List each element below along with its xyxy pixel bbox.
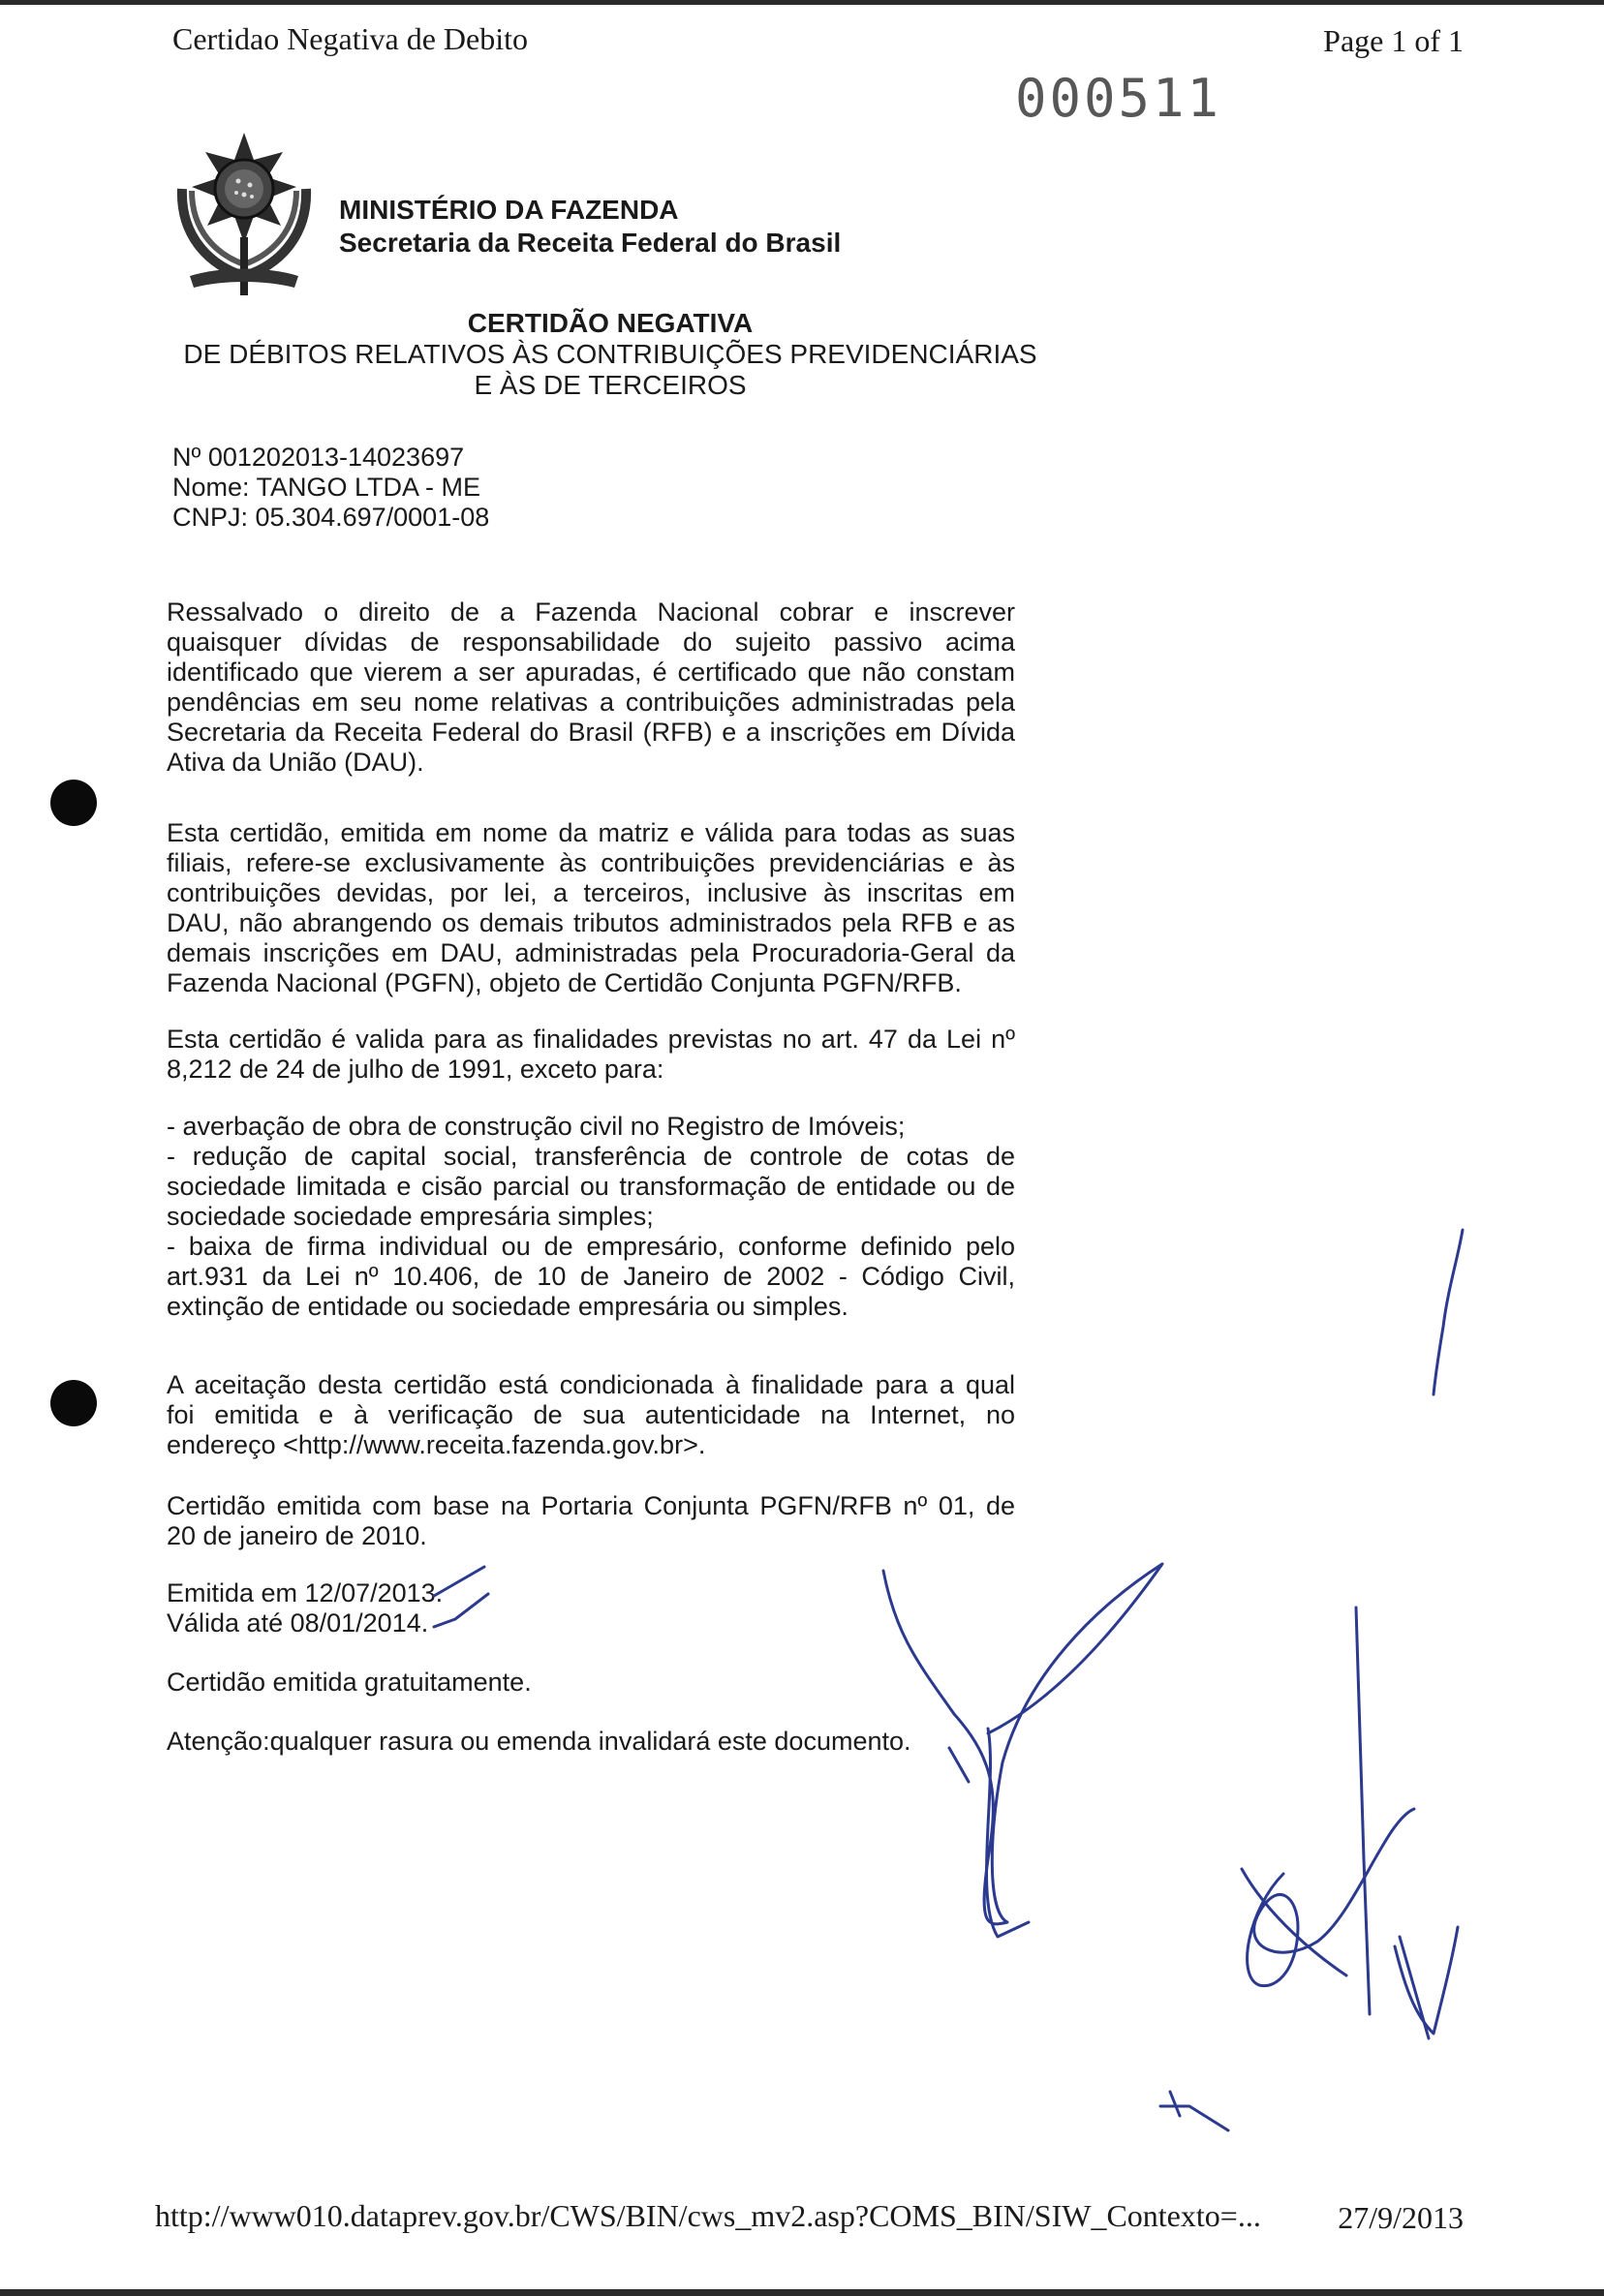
text-line: demais inscrições em DAU, administradas pela Procuradoria-Geral da [167,938,1015,967]
punch-hole [50,1380,97,1426]
text-line: DAU, não abrangendo os demais tributos administrados pela RFB e as [167,908,1015,937]
certificate-title-line-2: DE DÉBITOS RELATIVOS ÀS CONTRIBUIÇÕES PREVIDENCIÁRIAS [183,339,1037,369]
text-line: Ativa da União (DAU). [167,748,424,777]
text-line: filiais, refere-se exclusivamente às contribuições previdenciárias e às [167,848,1015,877]
identification-block [172,443,489,533]
footer-print-date: 27/9/2013 [1338,2200,1464,2235]
text-line: extinção de entidade ou sociedade empresária ou simples. [167,1292,848,1321]
paragraph-validity [167,1025,1015,1085]
text-line: identificado que vierem a ser apuradas, é certificado que não constam [167,658,1015,687]
paragraph-exceptions [167,1112,1015,1322]
scan-bottom-edge [0,2289,1604,2296]
paragraph-acceptance [167,1370,1015,1460]
text-line: - averbação de obra de construção civil no Registro de Imóveis; [167,1112,906,1141]
issued-date: Emitida em 12/07/2013. [167,1578,444,1607]
text-line: Secretaria da Receita Federal do Brasil (RFB) e a inscrições em Dívida [167,718,1015,747]
brazil-coat-of-arms-icon [172,131,316,300]
text-line: endereço <http://www.receita.fazenda.gov.br>. [167,1430,706,1459]
taxpayer-name: Nome: TANGO LTDA - ME [172,473,481,502]
taxpayer-cnpj: CNPJ: 05.304.697/0001-08 [172,503,490,532]
footer-source-url: http://www010.dataprev.gov.br/CWS/BIN/cws_mv2.asp?COMS_BIN/SIW_Contexto=... [155,2198,1261,2233]
stamp-number: 000511 [1015,68,1222,129]
free-issue-note [167,1668,1015,1698]
warning-text: Atenção:qualquer rasura ou emenda invalidará este documento. [167,1727,911,1756]
text-line: art.931 da Lei nº 10.406, de 10 de Janeiro de 2002 - Código Civil, [167,1262,1015,1291]
text-line: A aceitação desta certidão está condicionada à finalidade para a qual [167,1370,1015,1399]
secretariat-name: Secretaria da Receita Federal do Brasil [339,228,842,258]
ministry-heading [339,194,841,260]
text-line: 20 de janeiro de 2010. [167,1521,427,1550]
certificate-title-line-3: E ÀS DE TERCEIROS [474,370,747,400]
text-line: sociedade limitada e cisão parcial ou transformação de entidade ou de [167,1172,1015,1201]
text-line: Certidão emitida com base na Portaria Conjunta PGFN/RFB nº 01, de [167,1491,1015,1520]
text-line: contribuições devidas, por lei, a terceiros, inclusive às inscritas em [167,878,1015,907]
text-line: Fazenda Nacional (PGFN), objeto de Certidão Conjunta PGFN/RFB. [167,968,962,997]
text-line: Esta certidão, emitida em nome da matriz e válida para todas as suas [167,818,1015,847]
text-line: 8,212 de 24 de julho de 1991, exceto para: [167,1055,664,1084]
browser-print-title: Certidao Negativa de Debito [172,21,528,56]
text-line: Esta certidão é valida para as finalidades previstas no art. 47 da Lei nº [167,1025,1015,1054]
punch-hole [50,780,97,826]
valid-until-date: Válida até 08/01/2014. [167,1608,429,1638]
text-line: - redução de capital social, transferência de controle de cotas de [167,1142,1015,1171]
scan-top-edge [0,0,1604,5]
text-line: foi emitida e à verificação de sua autenticidade na Internet, no [167,1400,1015,1429]
certificate-title [145,308,1075,401]
paragraph-scope [167,818,1015,998]
warning-note [167,1727,1015,1757]
text-line: pendências em seu nome relativas a contribuições administradas pela [167,688,1015,717]
page-indicator: Page 1 of 1 [1323,23,1464,58]
paragraph-legal-basis [167,1491,1015,1551]
free-issue-text: Certidão emitida gratuitamente. [167,1668,532,1697]
ministry-name: MINISTÉRIO DA FAZENDA [339,195,679,225]
text-line: Ressalvado o direito de a Fazenda Nacional cobrar e inscrever [167,597,1015,627]
certificate-number: Nº 001202013-14023697 [172,443,465,472]
certificate-title-line-1: CERTIDÃO NEGATIVA [467,308,754,338]
text-line: quaisquer dívidas de responsabilidade do sujeito passivo acima [167,628,1015,657]
text-line: - baixa de firma individual ou de empresário, conforme definido pelo [167,1232,1015,1261]
text-line: sociedade sociedade empresária simples; [167,1202,654,1231]
issue-dates [167,1578,1015,1638]
paragraph-disclaimer [167,597,1015,778]
